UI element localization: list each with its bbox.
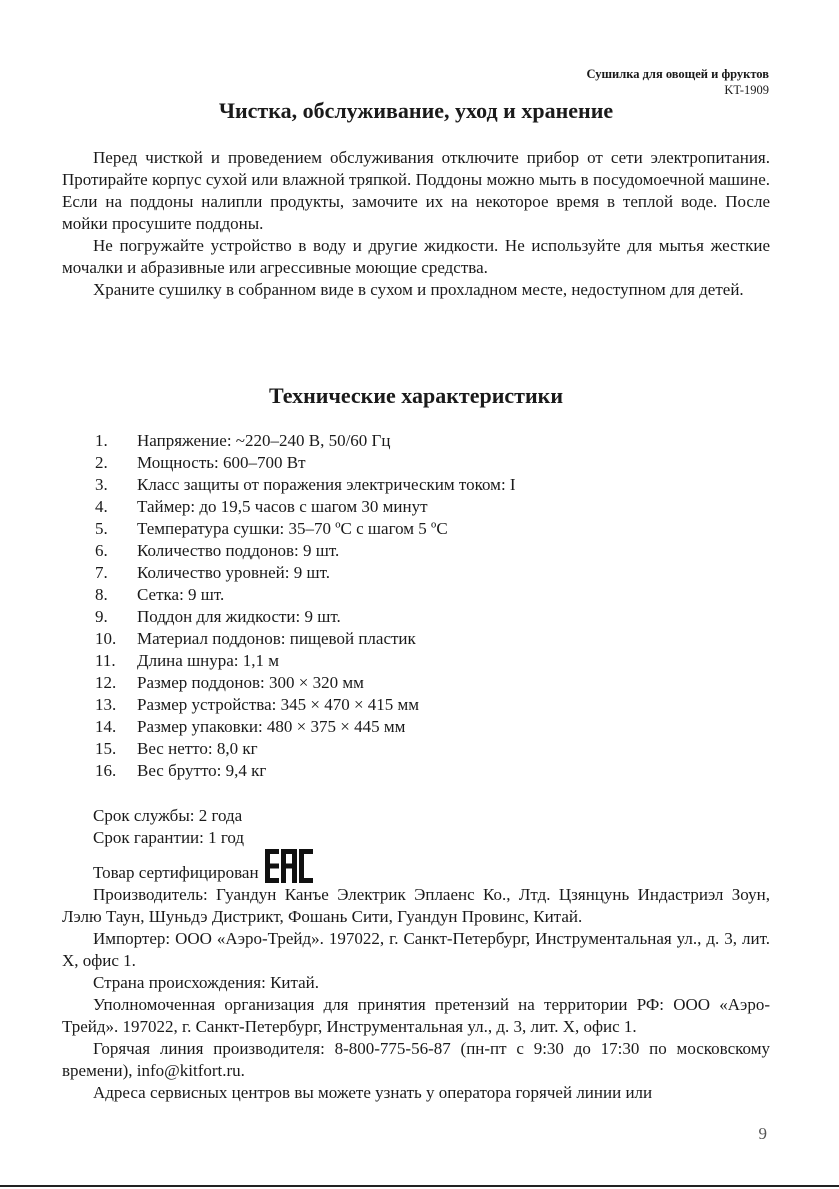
cleaning-paragraph: Перед чисткой и проведением обслуживания отключите прибор от сети электропитания. Протирайте корпус сухой или влажной тряпкой. Поддоны можно мыть в посудомоечной машине. Если на поддоны налипли продукты, замочите их на некоторое время в теплой воде. После мойки просушите поддоны. (62, 148, 770, 233)
service-life: Срок службы: 2 года (93, 806, 243, 825)
spec-item (95, 540, 516, 562)
spec-item (95, 694, 516, 716)
spec-number: 14. (95, 717, 117, 736)
spec-number: 15. (95, 739, 117, 758)
page-number: 9 (758, 1124, 767, 1143)
spec-item (95, 430, 516, 452)
spec-text: Вес брутто: 9,4 кг (137, 761, 267, 780)
spec-item (95, 716, 516, 738)
spec-number: 6. (95, 541, 108, 560)
spec-number: 3. (95, 475, 108, 494)
spec-text: Температура сушки: 35–70 ºС с шагом 5 ºС (137, 519, 448, 538)
manufacturer: Производитель: Гуандун Канъе Электрик Эплаенс Ко., Лтд. Цзянцунь Индастриэл Зоун, Лэлю Таун, Шуньдэ Дистрикт, Фошань Сити, Гуандун Провинс, Китай. (62, 885, 770, 926)
country-of-origin: Страна происхождения: Китай. (93, 973, 320, 992)
spec-text: Количество поддонов: 9 шт. (137, 541, 340, 560)
spec-text: Сетка: 9 шт. (137, 585, 225, 604)
spec-text: Поддон для жидкости: 9 шт. (137, 607, 341, 626)
cleaning-paragraph: Не погружайте устройство в воду и другие жидкости. Не используйте для мытья жесткие мочалки и абразивные или агрессивные моющие средства. (62, 236, 770, 277)
certified-label: Товар сертифицирован (93, 863, 259, 882)
spec-item (95, 606, 516, 628)
importer: Импортер: ООО «Аэро-Трейд». 197022, г. Санкт-Петербург, Инструментальная ул., д. 3, лит. Х, офис 1. (62, 929, 770, 970)
header-product-name: Сушилка для овощей и фруктов (586, 67, 769, 81)
spec-number: 10. (95, 629, 117, 648)
bottom-divider (0, 1185, 839, 1187)
authorized-organization: Уполномоченная организация для принятия претензий на территории РФ: ООО «Аэро-Трейд». 197022, г. Санкт-Петербург, Инструментальная ул., д. 3, лит. Х, офис 1. (62, 995, 770, 1036)
eac-mark-icon (265, 849, 313, 883)
spec-item (95, 452, 516, 474)
spec-item (95, 518, 516, 540)
spec-text: Количество уровней: 9 шт. (137, 563, 330, 582)
spec-number: 16. (95, 761, 117, 780)
hotline: Горячая линия производителя: 8-800-775-56-87 (пн-пт с 9:30 до 17:30 по московскому времени), info@kitfort.ru. (62, 1039, 770, 1080)
spec-number: 2. (95, 453, 108, 472)
spec-number: 9. (95, 607, 108, 626)
spec-number: 8. (95, 585, 108, 604)
spec-number: 4. (95, 497, 108, 516)
spec-text: Напряжение: ~220–240 В, 50/60 Гц (137, 431, 391, 450)
spec-number: 13. (95, 695, 117, 714)
spec-number: 5. (95, 519, 108, 538)
spec-item (95, 650, 516, 672)
spec-item (95, 562, 516, 584)
specs-list (95, 430, 516, 782)
spec-text: Длина шнура: 1,1 м (137, 651, 280, 670)
spec-text: Таймер: до 19,5 часов с шагом 30 минут (137, 497, 428, 516)
spec-number: 12. (95, 673, 117, 692)
cleaning-title: Чистка, обслуживание, уход и хранение (218, 98, 614, 123)
header-model: KT-1909 (724, 83, 769, 97)
spec-text: Вес нетто: 8,0 кг (137, 739, 258, 758)
page-header (586, 66, 769, 98)
spec-number: 1. (95, 431, 108, 450)
spec-text: Класс защиты от поражения электрическим током: I (137, 475, 516, 494)
spec-text: Размер поддонов: 300 × 320 мм (137, 673, 364, 692)
specs-title: Технические характеристики (268, 383, 564, 408)
spec-text: Мощность: 600–700 Вт (137, 453, 306, 472)
spec-text: Размер устройства: 345 × 470 × 415 мм (137, 695, 420, 714)
product-info (62, 805, 770, 1104)
spec-item (95, 672, 516, 694)
certification-line (62, 849, 770, 884)
warranty: Срок гарантии: 1 год (93, 828, 245, 847)
spec-text: Материал поддонов: пищевой пластик (137, 629, 416, 648)
spec-number: 7. (95, 563, 108, 582)
cleaning-paragraph: Храните сушилку в собранном виде в сухом и прохладном месте, недоступном для детей. (93, 280, 744, 299)
spec-text: Размер упаковки: 480 × 375 × 445 мм (137, 717, 406, 736)
spec-item (95, 474, 516, 496)
spec-item (95, 760, 516, 782)
service-centers: Адреса сервисных центров вы можете узнать у оператора горячей линии или (93, 1083, 653, 1102)
spec-item (95, 738, 516, 760)
spec-item (95, 584, 516, 606)
spec-item (95, 628, 516, 650)
spec-item (95, 496, 516, 518)
spec-number: 11. (95, 651, 116, 670)
